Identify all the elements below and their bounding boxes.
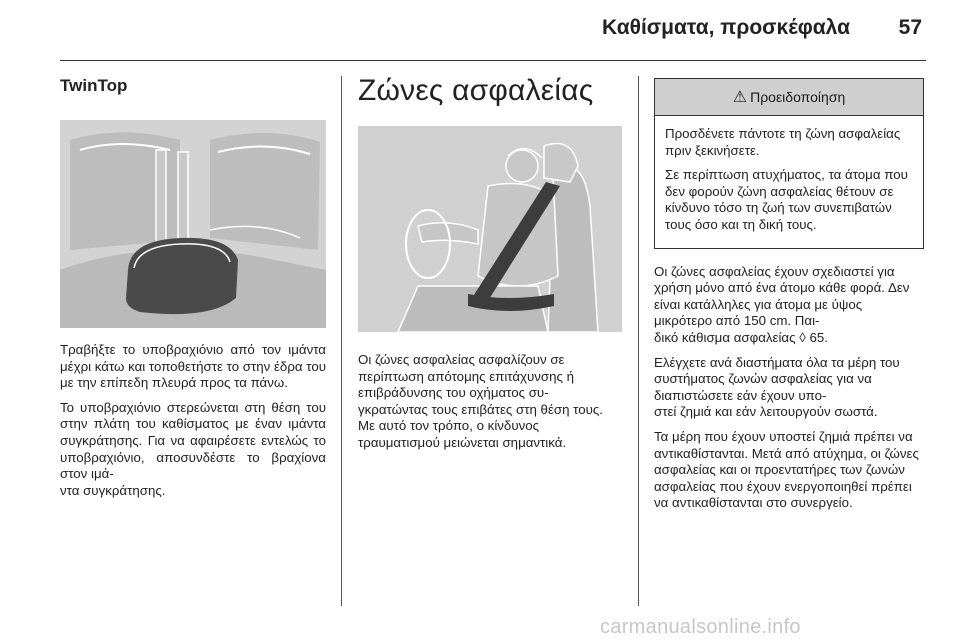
armrest-illustration bbox=[60, 120, 326, 328]
page-header bbox=[0, 0, 960, 60]
warning-paragraph-2: Σε περίπτωση ατυχήματος, τα άτομα που δεν φορούν ζώνη ασφαλείας θέτουν σε κίνδυνο τόσο τη ζωή των συνεπιβατών τους όσο και τη δική τους. bbox=[665, 167, 908, 232]
seatbelt-replacement-paragraph: Τα μέρη που έχουν υποστεί ζημιά πρέπει να αντικαθίστανται. Μετά από ατύχημα, οι ζώνες ασφαλείας και οι προεντατήρες των ζωνών ασφαλείας που έχουν ενεργοποιηθεί πρέπει να αντικαθίστανται στο συνεργείο. bbox=[654, 428, 919, 511]
page-number: 57 bbox=[898, 16, 922, 39]
warning-icon: ⚠ bbox=[732, 89, 748, 106]
seatbelt-inspection-paragraph: Ελέγχετε ανά διαστήματα όλα τα μέρη του συστήματος ζωνών ασφαλείας για να διαπιστώσετε εάν έχουν υπο- στεί ζημιά και εάν λειτουργούν σωστά. bbox=[654, 354, 900, 420]
page-title: Καθίσματα, προσκέφαλα bbox=[602, 16, 850, 39]
warning-header bbox=[655, 79, 923, 116]
seatbelt-usage-paragraph: Οι ζώνες ασφαλείας έχουν σχεδιαστεί για χρήση μόνο από ένα άτομο κάθε φορά. Δεν είναι κατάλληλες για άτομα με ύψος μικρότερο από 150 cm. Παι- δικό κάθισμα ασφαλείας ◊ 65. bbox=[654, 263, 910, 345]
warning-body bbox=[655, 116, 923, 248]
column-divider-2 bbox=[638, 76, 639, 606]
watermark-logo: carmanualsonline.info bbox=[600, 616, 801, 638]
column-twintop bbox=[60, 72, 326, 507]
warning-title: Προειδοποίηση bbox=[750, 89, 846, 105]
twintop-paragraph-2: Το υποβραχιόνιο στερεώνεται στη θέση του στην πλάτη του καθίσματος με έναν ιμάντα συγκράτησης. Για να αφαιρέσετε εντελώς το υποβραχιόνιο, αποσυνδέστε το βραχίονα στον ιμά- ντα συγκράτησης. bbox=[60, 399, 326, 498]
twintop-paragraph-1: Τραβήξτε το υποβραχιόνιο από τον ιμάντα μέχρι κάτω και τοποθετήστε το στην έδρα του με την επίπεδη πλευρά προς τα πάνω. bbox=[60, 342, 326, 391]
section-heading-twintop: TwinTop bbox=[60, 76, 128, 95]
section-heading-seatbelts: Ζώνες ασφαλείας bbox=[358, 74, 594, 107]
warning-paragraph-1: Προσδένετε πάντοτε τη ζώνη ασφαλείας πριν ξεκινήσετε. bbox=[665, 126, 901, 158]
column-warnings bbox=[654, 78, 924, 520]
seatbelt-image bbox=[358, 126, 622, 332]
column-seatbelts bbox=[358, 74, 622, 460]
warning-box bbox=[654, 78, 924, 249]
armrest-image bbox=[60, 120, 326, 328]
header-divider bbox=[60, 60, 926, 61]
seatbelt-illustration bbox=[358, 126, 622, 332]
seatbelts-paragraph: Οι ζώνες ασφαλείας ασφαλίζουν σε περίπτωση απότομης επιτάχυνσης ή επιβράδυνσης του οχήματος συ- γκρατώντας τους επιβάτες στη θέση τους. Με αυτό τον τρόπο, ο κίνδυνος τραυματισμού μειώνεται σημαντικά. bbox=[358, 352, 604, 450]
column-divider-1 bbox=[341, 76, 342, 606]
